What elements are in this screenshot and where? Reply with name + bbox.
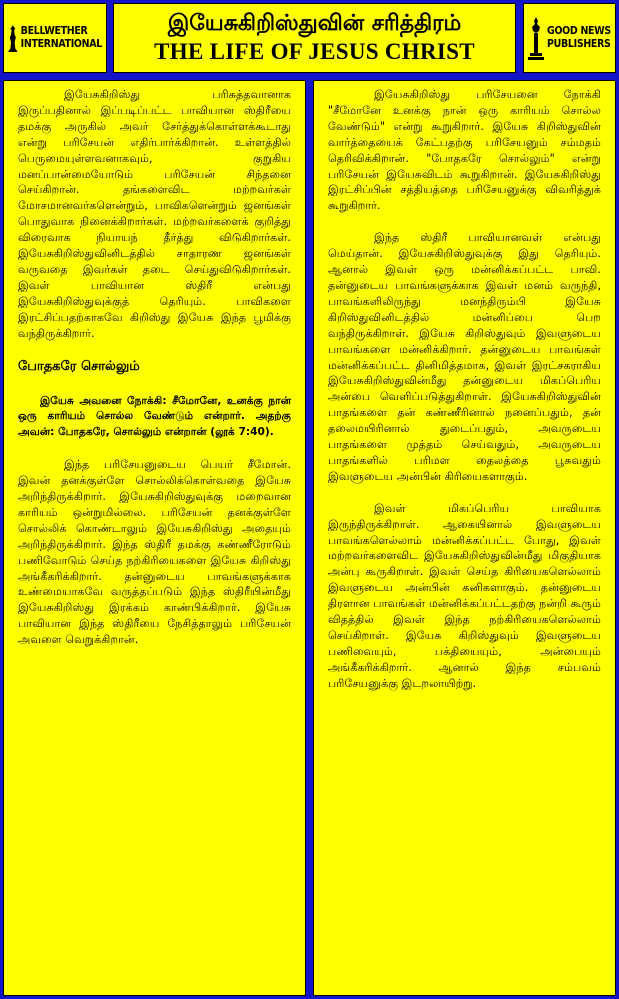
good-news-logo bbox=[523, 3, 616, 73]
ram-icon bbox=[8, 15, 18, 61]
bellwether-logo bbox=[3, 3, 107, 73]
right-column bbox=[313, 80, 616, 996]
right-paragraph-1: இயேசுகிறிஸ்து பரிசேயனை நோக்கி "சீமோனே உனக்கு நான் ஒரு காரியம் சொல்ல வேண்டும்" என்று கூறுகிறார். இயேசு கிறிஸ்துவின் வார்த்தையைக் கேட்பதற்கு பரிசேயனும் சம்மதம் தெரிவிக்கிறான். "போதகரே சொல்லும்" என்று பரிசேயன் இயேசுவிடம் கூறுகிறான். இயேசுகிறிஸ்து இரட்சிப்பின் சத்தியத்தை பரிசேயனுக்கு விவரித்துக் கூறுகிறார். bbox=[328, 88, 601, 213]
lamp-icon bbox=[528, 15, 544, 61]
left-paragraph-2: இந்த பரிசேயனுடைய பெயர் சீமோன். இவன் தனக்குள்ளே சொல்லிக்கொள்வதை இயேசு அறிந்திருக்கிறார். இயேசுகிறிஸ்துவுக்கு மறைவான காரியம் ஒன்றுமில்லை. பரிசேயன் தனக்குள்ளே சொல்லிக் கொண்டாலும் இயேசுகிறிஸ்து அதையும் அறிந்திருக்கிறார். இந்த ஸ்திரீ தமக்கு கண்ணீரோடும் பணிவோடும் செய்த நற்கிரியைகளை இயேசு கிறிஸ்து அங்கீகரிக்கிறார். தன்னுடைய பாவங்களுக்காக உண்மையாகவே வருத்தப்படும் இந்த ஸ்திரீயின்மீது இயேசுகிறிஸ்து இரக்கம் காண்பிக்கிறார். இயேசு பாவியான இந்த ஸ்திரீயை நேசித்தாலும் பரிசேயன் அவளை வெறுக்கிறான். bbox=[18, 458, 291, 647]
section-heading: போதகரே சொல்லும் bbox=[18, 358, 140, 374]
logo-left-line2: INTERNATIONAL bbox=[20, 38, 102, 50]
left-paragraph-1: இயேசுகிறிஸ்து பரிசுத்தவானாக இருப்பதினால் இப்படிப்பட்ட பாவியான ஸ்திரீயை தமக்கு அருகில் அவர் சேர்த்துக்கொள்ளக்கூடாது என்று பரிசேயன் எதிர்பார்க்கிறான். உள்ளத்தில் பெருமையுள்ளவனாகவும், குறுகிய மனப்பான்மையோடும் பரிசேயன் சிந்தனை செய்கிறான். தங்களைவிட மற்றவர்கள் மோசமானவர்களென்றும், பாவிகளென்றும் ஜனங்கள் பொதுவாக நினைக்கிறார்கள். மற்றவர்களைக் குறித்து விரைவாக நியாயந் தீர்த்து விடுகிறார்கள். இயேசுகிறிஸ்துவினிடத்தில் சாதாரண ஜனங்கள் வருவதை இவர்கள் தடை செய்துவிடுகிறார்கள். இவள் பாவியான ஸ்திரீ என்பது இயேசுகிறிஸ்துவுக்குத் தெரியும். பாவிகளை இரட்சிப்பதற்காகவே கிறிஸ்து இயேசு இந்த பூமிக்கு வந்திருக்கிறார். bbox=[18, 88, 291, 340]
left-column bbox=[3, 80, 306, 996]
bellwether-logo-text bbox=[21, 25, 102, 51]
page-title-tamil: இயேசுகிறிஸ்துவின் சரித்திரம் bbox=[167, 11, 462, 36]
logo-left-line1: BELLWETHER bbox=[20, 25, 88, 37]
right-paragraph-2: இந்த ஸ்திரீ பாவியானவள் என்பது மெய்தான். இயேசுகிறிஸ்துவுக்கு இது தெரியும். ஆனால் இவள் ஒரு மன்னிக்கப்பட்ட பாவி. தன்னுடைய பாவங்களுக்காக இவள் மனம் வருந்தி, பாவங்களிலிருந்து மனந்திரும்பி இயேசு கிறிஸ்துவினிடத்தில் மன்னிப்பை பெற வந்திருக்கிறாள். இயேசு கிறிஸ்துவும் இவளுடைய பாவங்களை மன்னிக்கிறார். தன்னுடைய பாவங்கள் மன்னிக்கப்பட்ட தினிமித்தமாக, இவள் இரட்சகராகிய இயேசுகிறிஸ்துவின்மீது தன்னுடைய மிகப்பெரிய அன்பை வெளிப்படுத்துகிறாள். இயேசுகிறிஸ்துவின் பாதங்களை தன் கண்ணீரினால் நனைப்பதும், தன் தலைமயிரினால் துடைப்பதும், அவருடைய பாதங்களை முத்தம் செய்வதும், அவருடைய பாதங்களில் பரிமள தைலத்தை பூசுவதும் இவளுடைய அன்பின் கிரியைகளாகும். bbox=[328, 231, 601, 483]
right-paragraph-3: இவள் மிகப்பெரிய பாவியாக இருந்திருக்கிறாள். ஆகையினால் இவளுடைய பாவங்களெல்லாம் மன்னிக்கப்பட்ட போது, இவள் மற்றவர்களைவிட இயேசுகிறிஸ்துவின்மீது மிகுதியாக அன்பு கூருகிறாள். இவள் செய்த கிரியைகளெல்லாம் இவளுடைய அன்பின் கனிகளாகும். தன்னுடைய திரளான பாவங்கள் மன்னிக்கப்பட்டதற்கு நன்றி கூரும் விதத்தில் இவள் இந்த நற்கிரியைகளெல்லாம் செய்கிறாள். இயேசு கிறிஸ்துவும் இவளுடைய பணிவையும், பக்தியையும், அன்பையும் அங்கீகரிக்கிறார். ஆனால் இந்த சம்பவம் பரிசேயனுக்கு இடறலாயிற்று. bbox=[328, 501, 601, 690]
logo-right-line1: GOOD NEWS bbox=[547, 25, 611, 37]
logo-right-line2: PUBLISHERS bbox=[547, 38, 611, 50]
page-title-english: THE LIFE OF JESUS CHRIST bbox=[154, 39, 475, 64]
scripture-quote: இயேசு அவனை நோக்கி: சீமோனே, உனக்கு நான் ஒரு காரியம் சொல்ல வேண்டும் என்றார். அதற்கு அவன்: போதகரே, சொல்லும் என்றான் (லூக் 7:40). bbox=[18, 394, 291, 439]
good-news-logo-text bbox=[547, 25, 611, 51]
title-banner bbox=[113, 3, 516, 73]
